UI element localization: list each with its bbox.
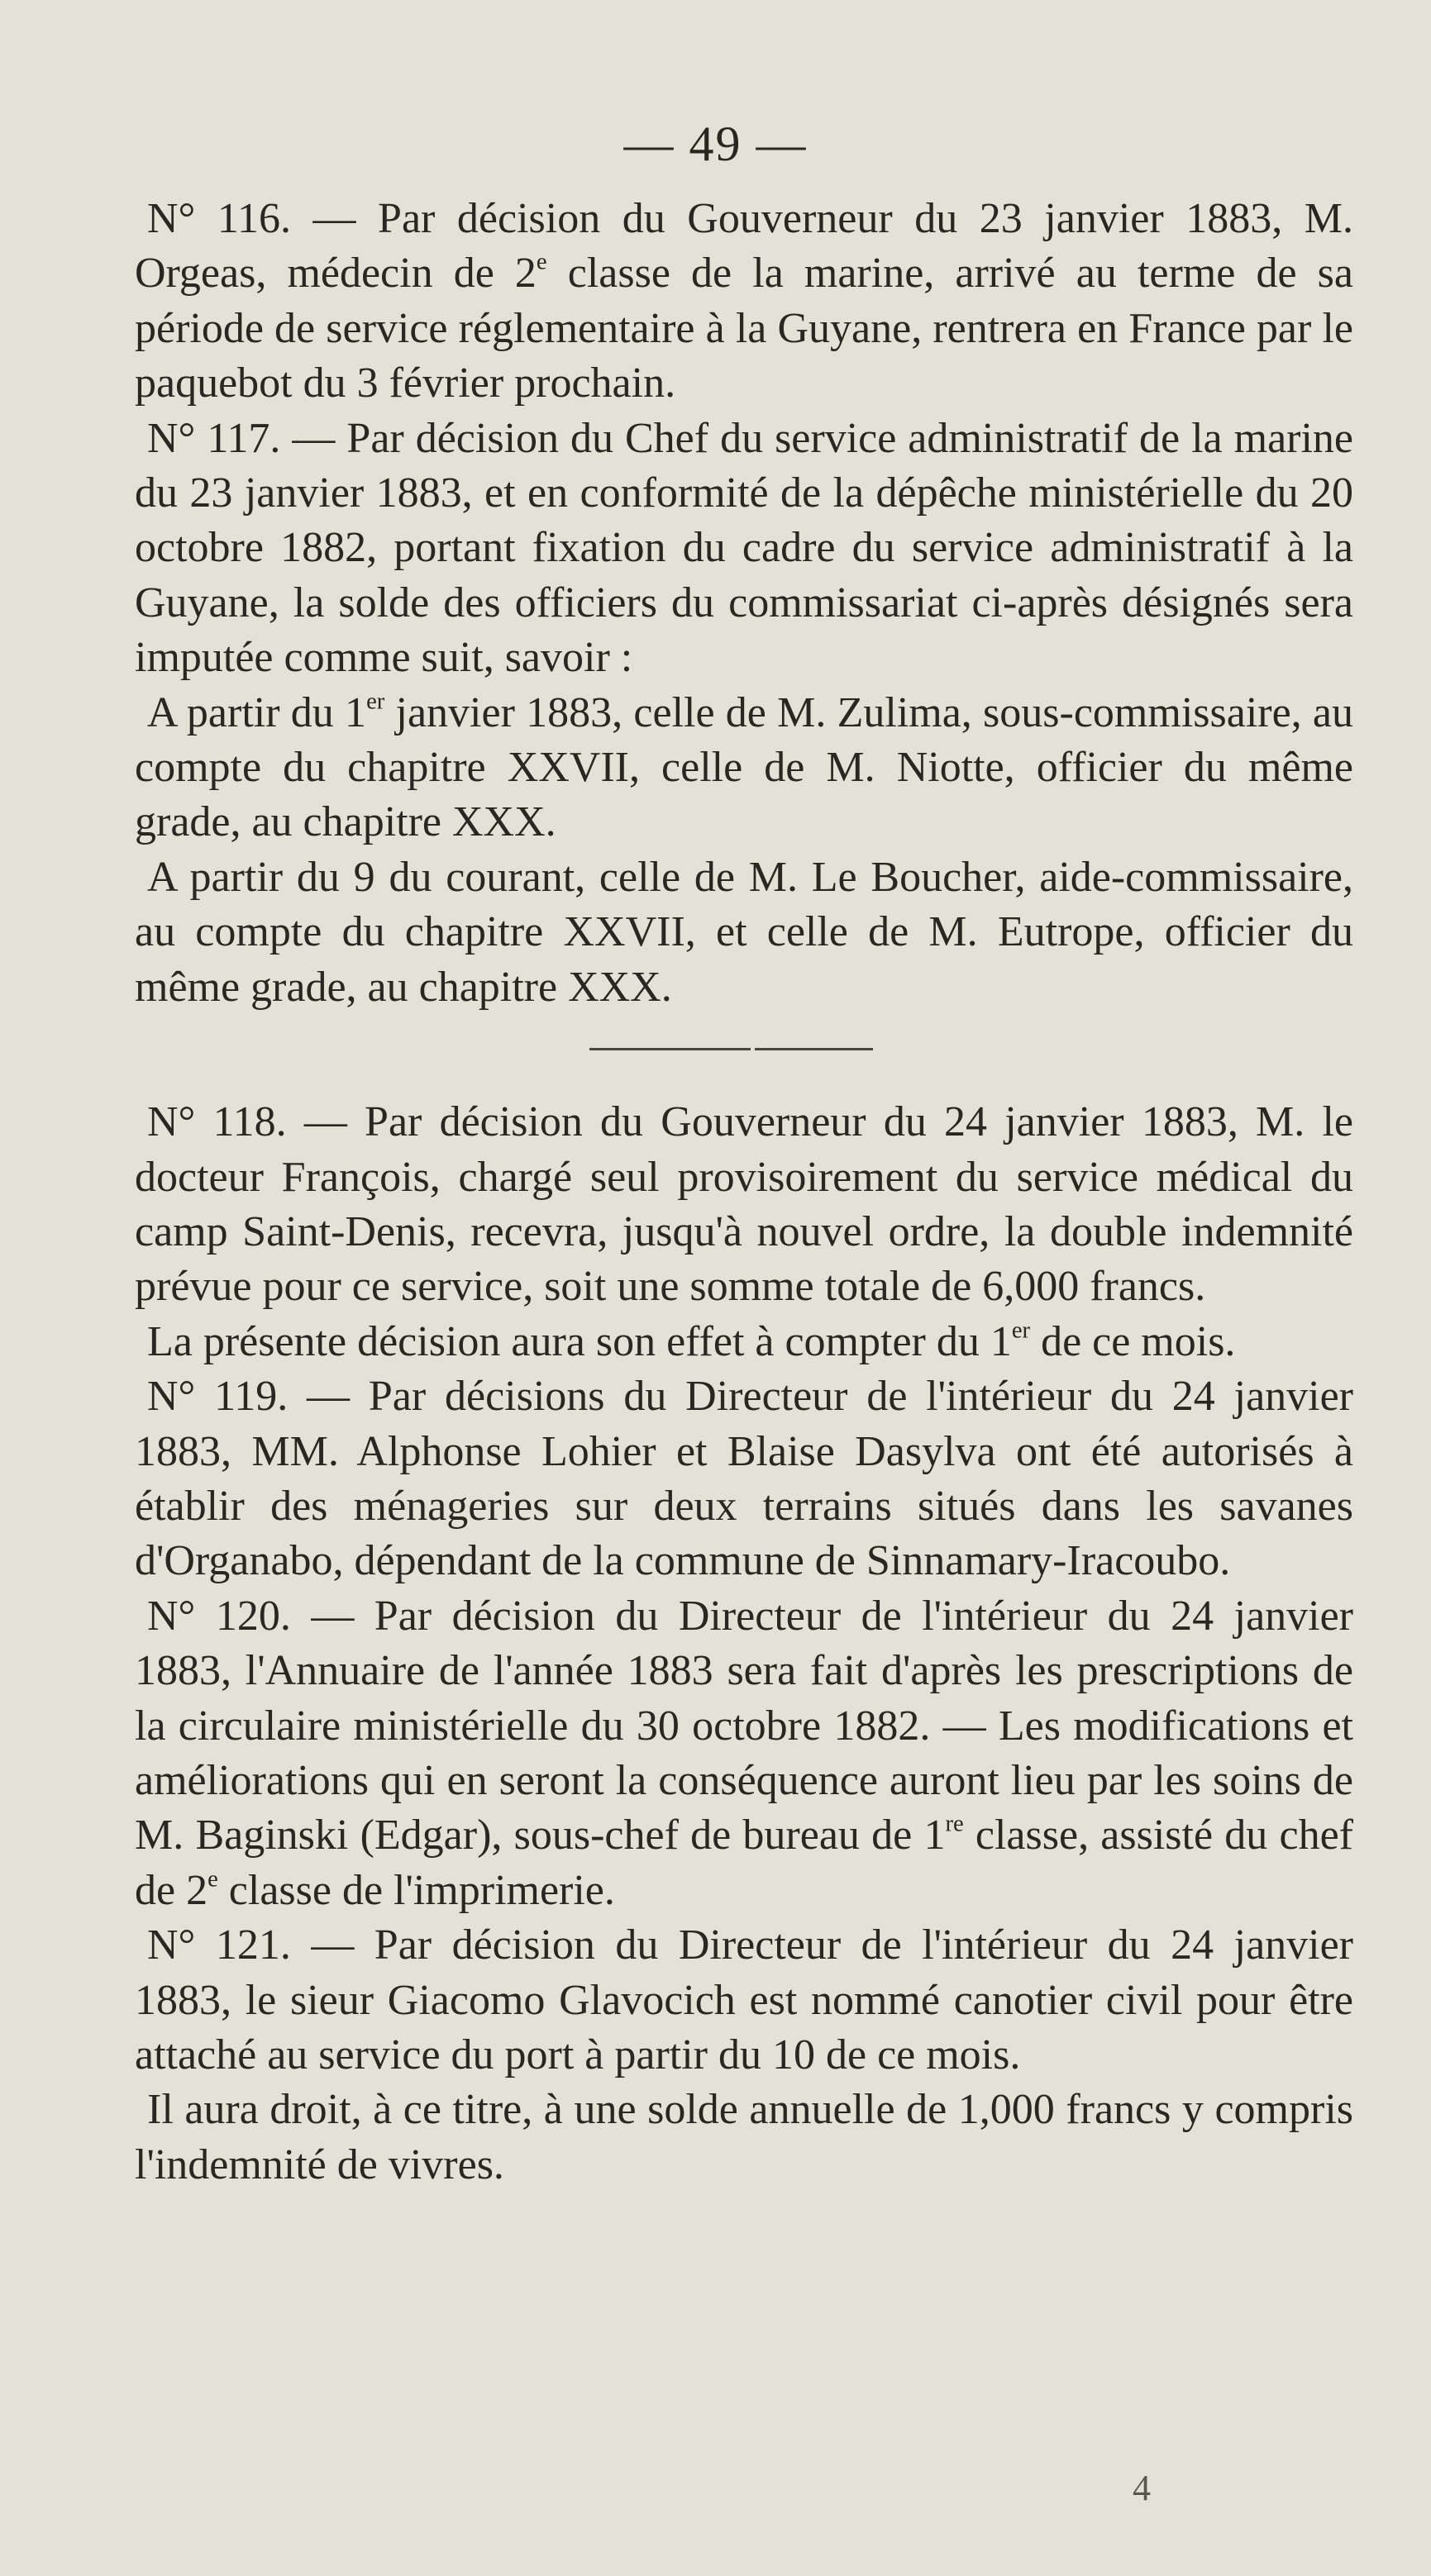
decision-117: N° 117. — Par décision du Chef du service administratif de la marine du 23 janvier 1883, et en conformité de la dépêche ministérielle du 20 octobre 1882, portant fixation du cadre du service administratif à la Guyane, la solde des officiers du commissariat ci-après désignés sera imputée comme suit, savoir :: [135, 414, 1353, 682]
decision-117-part-1: A partir du 1er janvier 1883, celle de M. Zulima, sous-commissaire, au compte du chapitre XXVII, celle de M. Niotte, officier du même grade, au chapitre XXX.: [135, 688, 1353, 846]
decision-116: N° 116. — Par décision du Gouverneur du 23 janvier 1883, M. Orgeas, médecin de 2e classe de la marine, arrivé au terme de sa période de service réglementaire à la Guyane, rentrera en France par le paquebot du 3 février prochain.: [135, 195, 1353, 407]
page-number: — 49 —: [623, 117, 808, 171]
decision-121: N° 121. — Par décision du Directeur de l'intérieur du 24 janvier 1883, le sieur Giacomo Glavocich est nommé canotier civil pour être attaché au service du port à partir du 10 de ce mois.: [135, 1921, 1353, 2078]
decision-119: N° 119. — Par décisions du Directeur de l'intérieur du 24 janvier 1883, MM. Alphonse Lohier et Blaise Dasylva ont été autorisés à établir des ménageries sur deux terrains situés dans les savanes d'Organabo, dépendant de la commune de Sinnamary-Iracoubo.: [135, 1373, 1353, 1585]
decision-121-salary: Il aura droit, à ce titre, à une solde annuelle de 1,000 francs y compris l'indemnité de vivres.: [135, 2086, 1353, 2188]
page-body: [135, 192, 1353, 2193]
section-1: [135, 192, 1353, 1015]
decision-118: N° 118. — Par décision du Gouverneur du 24 janvier 1883, M. le docteur François, chargé seul provisoirement du service médical du camp Saint-Denis, recevra, jusqu'à nouvel ordre, la double indemnité prévue pour ce service, soit une somme totale de 6,000 francs.: [135, 1098, 1353, 1311]
decision-118-effect: La présente décision aura son effet à compter du 1er de ce mois.: [147, 1317, 1236, 1365]
divider-line: [755, 1048, 873, 1050]
signature-mark: 4: [1133, 2468, 1151, 2508]
divider-line: [589, 1048, 751, 1050]
section-divider: [135, 1015, 1353, 1095]
decision-117-part-2: A partir du 9 du courant, celle de M. Le Boucher, aide-commissaire, au compte du chapitre XXVII, et celle de M. Eutrope, officier du même grade, au chapitre XXX.: [135, 853, 1353, 1011]
section-2: [135, 1095, 1353, 2193]
decision-120: N° 120. — Par décision du Directeur de l'intérieur du 24 janvier 1883, l'Annuaire de l'année 1883 sera fait d'après les prescriptions de la circulaire ministérielle du 30 octobre 1882. — Les modifications et améliorations qui en seront la conséquence auront lieu par les soins de M. Baginski (Edgar), sous-chef de bureau de 1re classe, assisté du chef de 2e classe de l'imprimerie.: [135, 1592, 1353, 1914]
